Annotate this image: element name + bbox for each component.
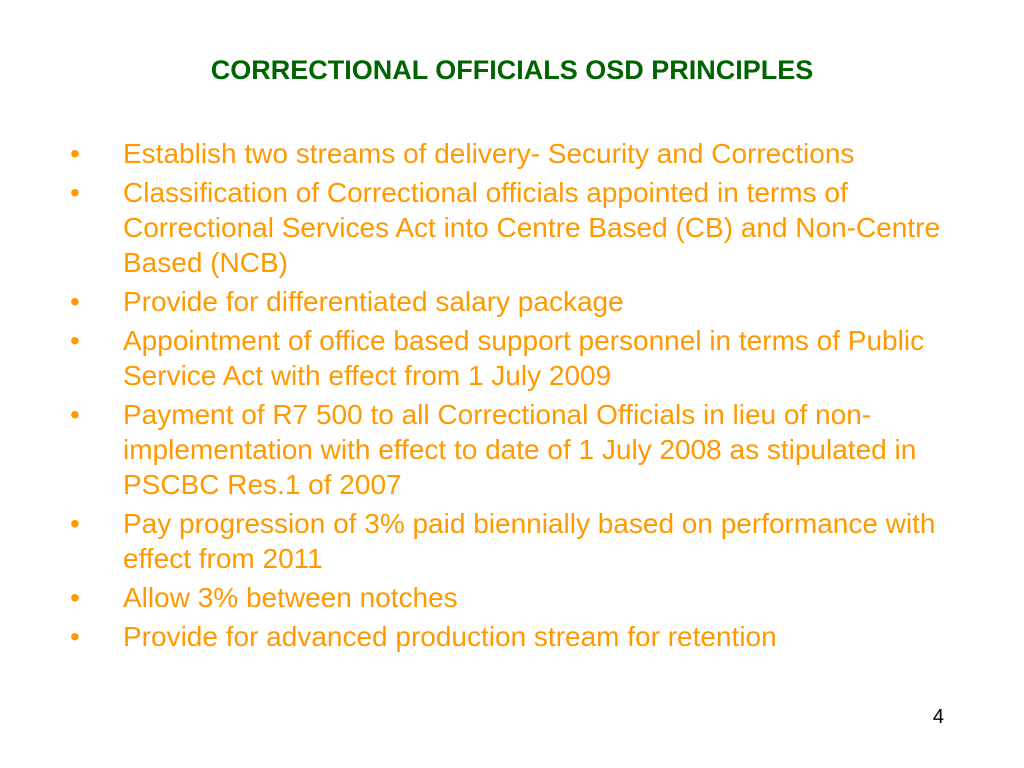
bullet-item (64, 397, 974, 502)
bullet-text: Provide for differentiated salary package (123, 286, 624, 317)
bullet-marker: • (70, 508, 80, 539)
bullet-text: Provide for advanced production stream for retention (123, 621, 777, 652)
bullet-item (64, 136, 974, 171)
bullet-marker: • (70, 621, 80, 652)
bullet-item (64, 323, 974, 393)
bullet-text: Payment of R7 500 to all Correctional Officials in lieu of non-implementation with effect to date of 1 July 2008 as stipulated in PSCBC Res.1 of 2007 (123, 399, 917, 500)
page-number: 4 (932, 706, 944, 728)
bullet-marker: • (70, 286, 80, 317)
bullet-text: Allow 3% between notches (123, 582, 458, 613)
bullet-text: Pay progression of 3% paid biennially based on performance with effect from 2011 (123, 508, 936, 574)
bullet-item (64, 580, 974, 615)
bullet-marker: • (70, 177, 80, 208)
bullet-marker: • (70, 325, 80, 356)
slide-title: CORRECTIONAL OFFICIALS OSD PRINCIPLES (210, 55, 814, 85)
bullet-marker: • (70, 399, 80, 430)
bullet-marker: • (70, 582, 80, 613)
bullet-item (64, 619, 974, 654)
bullet-text: Appointment of office based support personnel in terms of Public Service Act with effect from 1 July 2009 (123, 325, 925, 391)
bullet-list (64, 136, 974, 658)
bullet-item (64, 175, 974, 280)
bullet-text: Establish two streams of delivery- Security and Corrections (123, 138, 855, 169)
bullet-item (64, 284, 974, 319)
bullet-item (64, 506, 974, 576)
bullet-text: Classification of Correctional officials appointed in terms of Correctional Services Act into Centre Based (CB) and Non-Centre Based (NCB) (123, 177, 941, 278)
bullet-marker: • (70, 138, 80, 169)
